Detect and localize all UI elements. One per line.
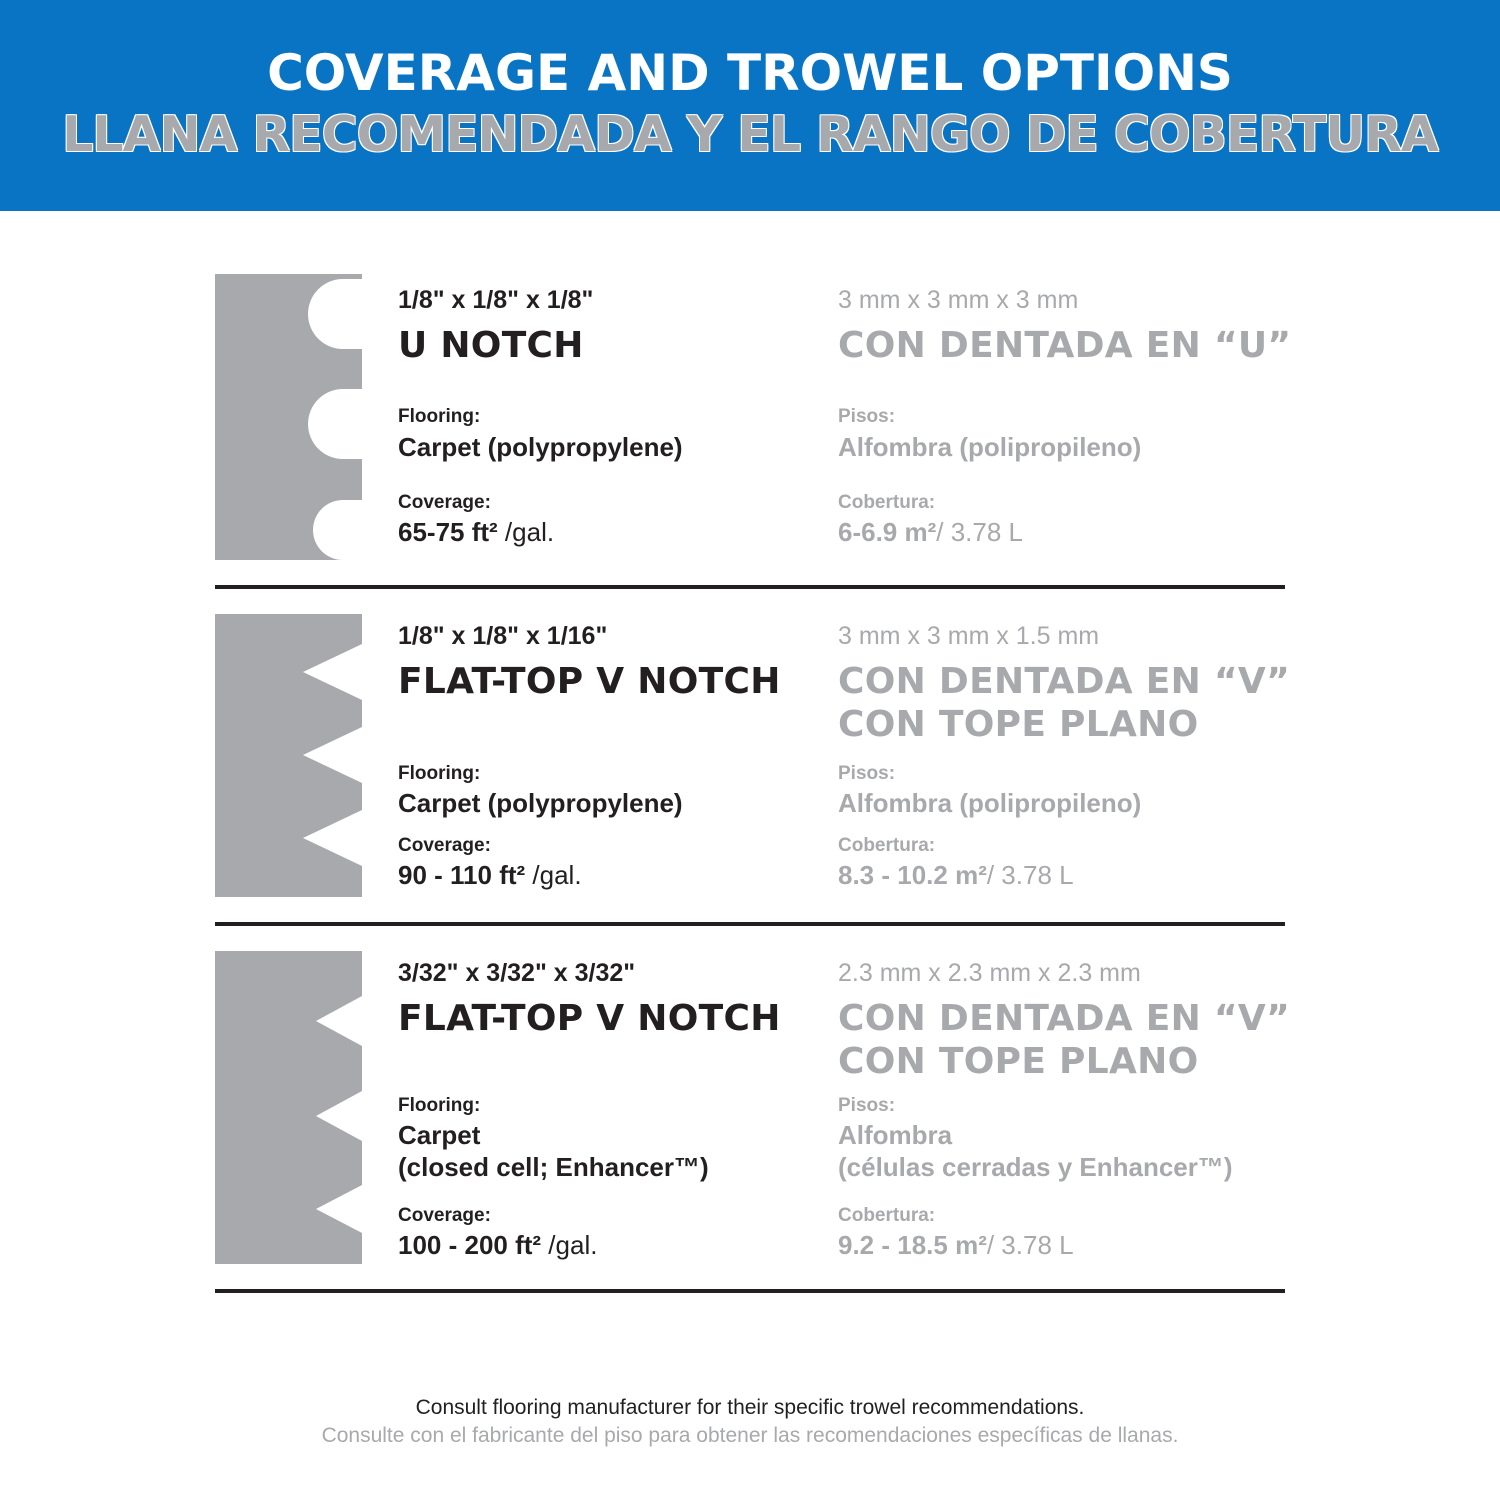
flooring-label-es: Pisos: <box>838 763 896 784</box>
page-title-es: LLANA RECOMENDADA Y EL RANGO DE COBERTURA <box>62 106 1438 163</box>
coverage-value: 65-75 ft² /gal. <box>398 517 555 547</box>
flooring-value: Carpet (polypropylene) <box>398 432 683 462</box>
flooring-value-es: Alfombra <box>838 1120 953 1150</box>
footer-note-es: Consulte con el fabricante del piso para obtener las recomendaciones específicas de llanas. <box>321 1424 1179 1447</box>
notch-type: FLAT-TOP V NOTCH <box>398 661 781 702</box>
flooring-value: Carpet <box>398 1120 481 1150</box>
coverage-value-es: 9.2 - 18.5 m²/ 3.78 L <box>838 1230 1074 1260</box>
row-divider <box>215 1289 1285 1293</box>
notch-dimensions: 1/8" x 1/8" x 1/8" <box>398 286 594 314</box>
notch-type: FLAT-TOP V NOTCH <box>398 998 781 1039</box>
flooring-value-line2: (closed cell; Enhancer™) <box>398 1152 709 1182</box>
footer-note-en: Consult flooring manufacturer for their specific trowel recommendations. <box>415 1396 1085 1419</box>
row-divider <box>215 922 1285 926</box>
v-notch-trowel-icon <box>215 614 362 897</box>
coverage-value-es: 6-6.9 m²/ 3.78 L <box>838 517 1023 547</box>
trowel-row-2 <box>215 614 1291 898</box>
notch-type-es: CON DENTADA EN “V” <box>838 998 1291 1039</box>
notch-type-es-line2: CON TOPE PLANO <box>838 704 1199 745</box>
row-divider <box>215 585 1285 589</box>
flooring-value-es: Alfombra (polipropileno) <box>838 788 1142 818</box>
trowel-row-3 <box>215 951 1291 1265</box>
notch-type: U NOTCH <box>398 325 584 366</box>
flooring-value-es: Alfombra (polipropileno) <box>838 432 1142 462</box>
notch-dimensions-es: 3 mm x 3 mm x 1.5 mm <box>838 622 1100 650</box>
flooring-label: Flooring: <box>398 763 481 784</box>
flooring-label-es: Pisos: <box>838 1095 896 1116</box>
flooring-label-es: Pisos: <box>838 406 896 427</box>
flooring-label: Flooring: <box>398 406 481 427</box>
notch-dimensions: 3/32" x 3/32" x 3/32" <box>398 959 636 987</box>
flooring-label: Flooring: <box>398 1095 481 1116</box>
coverage-value: 100 - 200 ft² /gal. <box>398 1230 598 1260</box>
notch-dimensions: 1/8" x 1/8" x 1/16" <box>398 622 608 650</box>
coverage-label: Coverage: <box>398 492 491 513</box>
coverage-label-es: Cobertura: <box>838 492 936 513</box>
coverage-value: 90 - 110 ft² /gal. <box>398 860 582 890</box>
header-banner <box>0 0 1500 211</box>
coverage-value-es: 8.3 - 10.2 m²/ 3.78 L <box>838 860 1074 890</box>
coverage-label-es: Cobertura: <box>838 835 936 856</box>
trowel-row-1 <box>215 274 1292 564</box>
notch-dimensions-es: 2.3 mm x 2.3 mm x 2.3 mm <box>838 959 1141 987</box>
flooring-value: Carpet (polypropylene) <box>398 788 683 818</box>
notch-type-es: CON DENTADA EN “V” <box>838 661 1291 702</box>
flooring-value-es-line2: (células cerradas y Enhancer™) <box>838 1152 1233 1182</box>
coverage-label: Coverage: <box>398 835 491 856</box>
notch-dimensions-es: 3 mm x 3 mm x 3 mm <box>838 286 1079 314</box>
page-title-en: COVERAGE AND TROWEL OPTIONS <box>267 44 1233 102</box>
coverage-label-es: Cobertura: <box>838 1205 936 1226</box>
notch-type-es: CON DENTADA EN “U” <box>838 325 1292 366</box>
notch-type-es-line2: CON TOPE PLANO <box>838 1041 1199 1082</box>
coverage-label: Coverage: <box>398 1205 491 1226</box>
u-notch-trowel-icon <box>215 274 362 560</box>
v-notch-trowel-icon <box>215 951 362 1264</box>
